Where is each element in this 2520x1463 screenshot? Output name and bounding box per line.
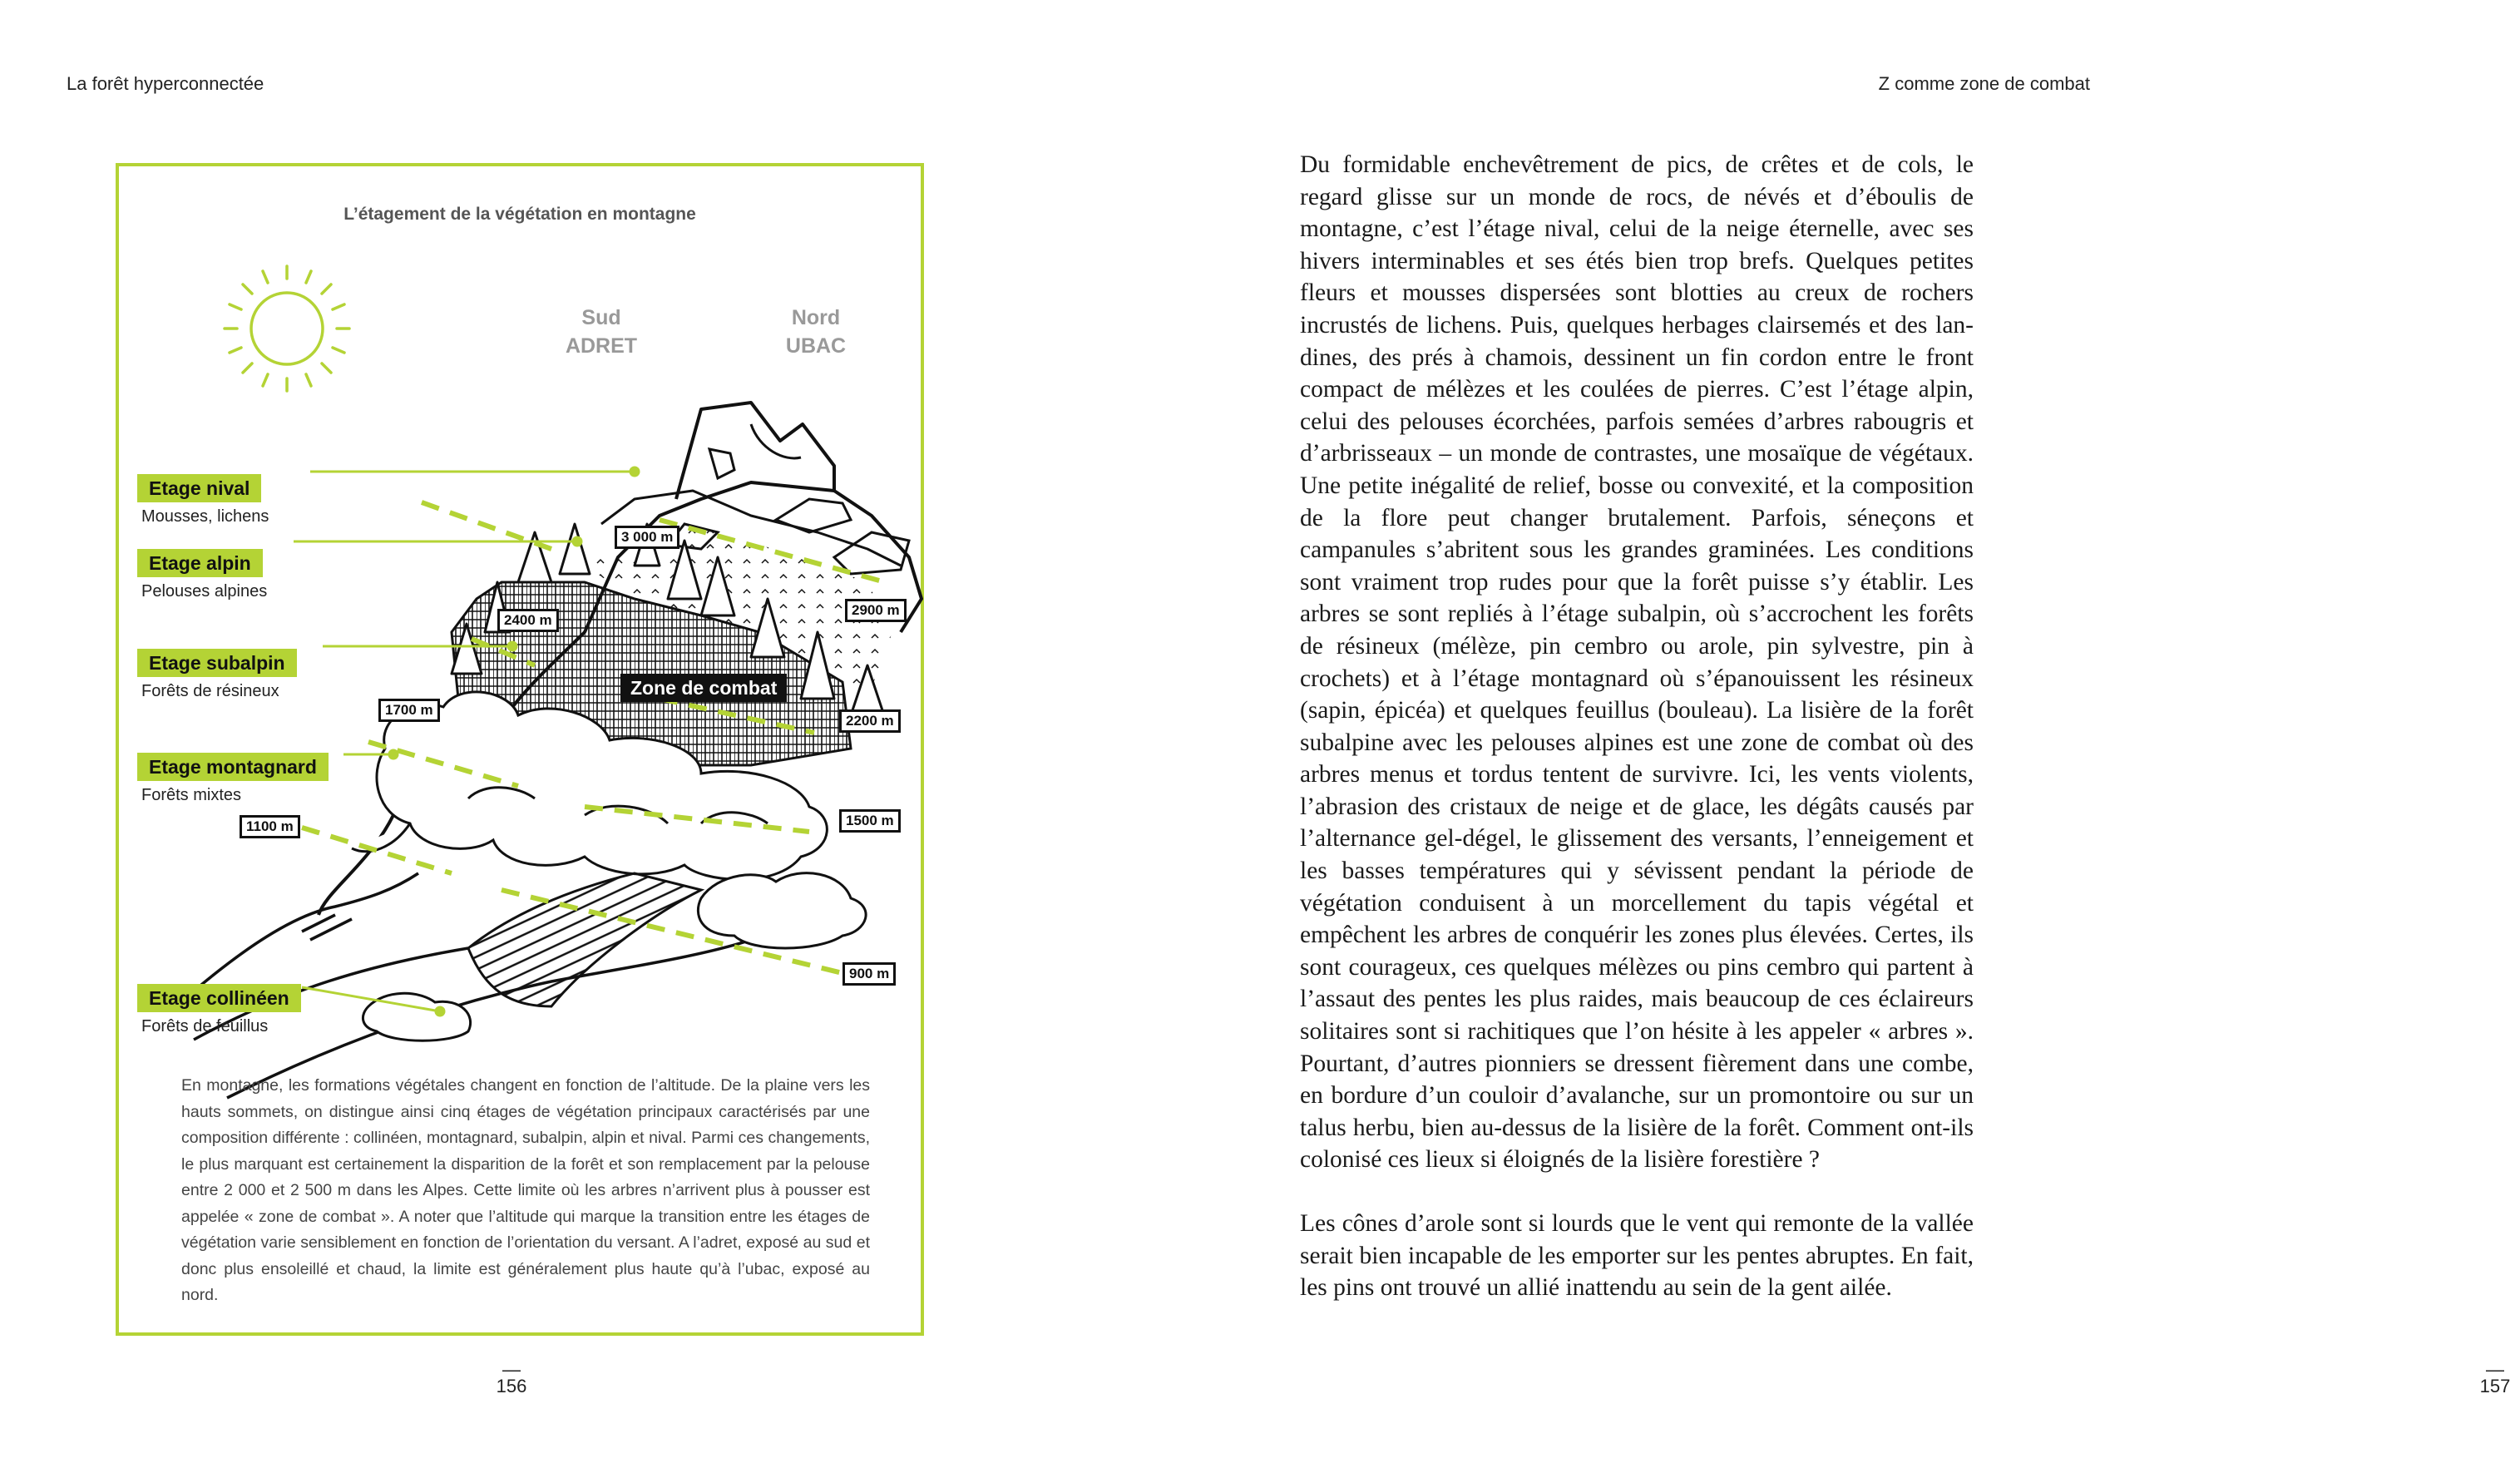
altitude-north-2900: 2900 m [845, 599, 907, 622]
altitude-north-2200: 2200 m [839, 709, 901, 733]
stage-desc-nival: Mousses, lichens [141, 507, 269, 526]
right-page [1065, 0, 2511, 1463]
folio-number-left: 156 [496, 1376, 527, 1396]
altitude-south-1100: 1100 m [240, 815, 300, 838]
stage-desc-collineen: Forêts de feuillus [141, 1017, 269, 1035]
sun-icon [225, 266, 349, 391]
aspect-north [774, 304, 857, 360]
stage-desc-montagnard: Forêts mixtes [141, 786, 242, 804]
altitude-south-1700: 1700 m [378, 699, 440, 722]
figure-box [116, 163, 924, 1336]
stage-label-montagnard: Etage montagnard [137, 753, 329, 781]
body-text [1300, 149, 1974, 1304]
left-page [0, 0, 1065, 1463]
figure-caption: En montagne, les formations végétales changent en fonction de l’altitude. De la plaine vers les hauts sommets, on distingue ainsi cinq étages de végétation principaux caractérisés par une composition différente : collinéen, montagnard, subalpin, alpin et nival. Parmi ces changements, le plus marquant est certainement la disparition de la forêt et son remplacement par la pelouse entre 2 000 et 2 500 m dans les Alpes. Cette limite où les arbres n’arrivent plus à pousser est appelée « zone de combat ». A noter que l’altitude qui marque la transition entre les étages de végétation varie sensiblement en fonction de l’orientation du versant. A l’adret, exposé au sud et donc plus ensoleillé et chaud, la limite est généralement plus haute qu’à l’ubac, exposé au nord. [181, 1076, 870, 1304]
zone-de-combat-label: Zone de combat [620, 674, 787, 702]
running-head-right: Z comme zone de combat [1878, 73, 2090, 94]
stage-label-subalpin: Etage subalpin [137, 649, 297, 677]
aspect-south [560, 304, 643, 360]
figure-title: L’étagement de la végétation en montagne [343, 205, 696, 224]
stage-label-nival: Etage nival [137, 474, 261, 502]
stage-label-collineen: Etage collinéen [137, 984, 301, 1012]
page-number-left [487, 1359, 536, 1397]
paragraph-1: Du formidable enchevêtrement de pics, de crêtes et de cols, le regard glisse sur un monde de rocs, de névés et d’éboulis de montagne, c’est l’étage nival, celui de la neige éternelle, avec ses hivers interminables et ses étés bien trop brefs. Quelques petites fleurs et mousses dispersées sont blotties au creux de rochers incrustés de lichens. Puis, quelques herbages clairsemés et des landines, des prés à chamois, dessinent un fin cordon entre le front compact de mélèzes et les coulées de pierres. C’est l’étage alpin, celui des pelouses écorchées, parfois semées d’arbres rabougris et d’arbrisseaux – un monde de contrastes, une mosaïque de végétaux. Une petite inégalité de relief, bosse ou convexité, et la composition de la flore peut changer brutalement. Parfois, séneçons et campanules s’abritent sous les grandes graminées. Les conditions sont vraiment trop rudes pour que la forêt puisse s’y établir. Les arbres se sont repliés à l’étage subalpin, où s’accrochent les forêts de résineux (mélèze, pin cembro ou arole, pin sylvestre, pin à crochets) et à l’étage montagnard où s’épanouissent les résineux (sapin, épicéa) et quelques feuillus (bouleau). La lisière de la forêt subalpine avec les pelouses alpines est une zone de combat où des arbres menus et tordus tentent de survivre. Ici, les vents violents, l’abrasion des cristaux de neige et de glace, les dégâts causés par l’alternance gel-dégel, le glissement des versants, l’enneigement et les basses températures qui y sévissent pendant la période de végétation conduisent à un morcellement du tapis végétal et empêchent les arbres de conquérir les zones plus élevées. Certes, ils sont courageux, ces quelques mélèzes ou pins cembro qui partent à l’assaut des pentes les plus raides, mais beaucoup de ces éclaireurs solitaires sont si rachitiques que l’on hésite à les appeler « arbres ». Pourtant, d’autres pionniers se dressent fièrement dans une combe, en bordure d’un couloir d’avalanche, sur un promontoire ou sur un talus herbu, bien au-dessus de la lisière de la forêt. Comment ont-ils colonisé ces lieux si éloignés de la lisière forestière ? [1300, 151, 1974, 1174]
stage-desc-alpin: Pelouses alpines [141, 582, 268, 601]
aspect-north-term: UBAC [785, 334, 847, 358]
aspect-south-name: Sud [581, 306, 621, 329]
stage-label-alpin: Etage alpin [137, 549, 263, 577]
altitude-north-1500: 1500 m [839, 809, 901, 833]
stage-desc-subalpin: Forêts de résineux [141, 682, 279, 700]
running-head-left: La forêt hyperconnectée [67, 73, 264, 94]
aspect-north-name: Nord [791, 306, 841, 329]
paragraph-2: Les cônes d’arole sont si lourds que le vent qui remonte de la vallée serait bien incapable de les emporter sur les pentes abruptes. En fait, les pins ont trouvé un allié inattendu au sein de la gent ailée. [1300, 1210, 1974, 1302]
altitude-south-2400: 2400 m [497, 609, 559, 632]
folio-number-right: 157 [2479, 1376, 2511, 1396]
aspect-south-term: ADRET [565, 334, 638, 358]
folio-dash-right: — [2486, 1359, 2504, 1380]
altitude-north-900: 900 m [842, 962, 896, 986]
page-number-right [2470, 1359, 2520, 1397]
altitude-south-3000: 3 000 m [615, 526, 679, 549]
folio-dash-left: — [502, 1359, 521, 1380]
